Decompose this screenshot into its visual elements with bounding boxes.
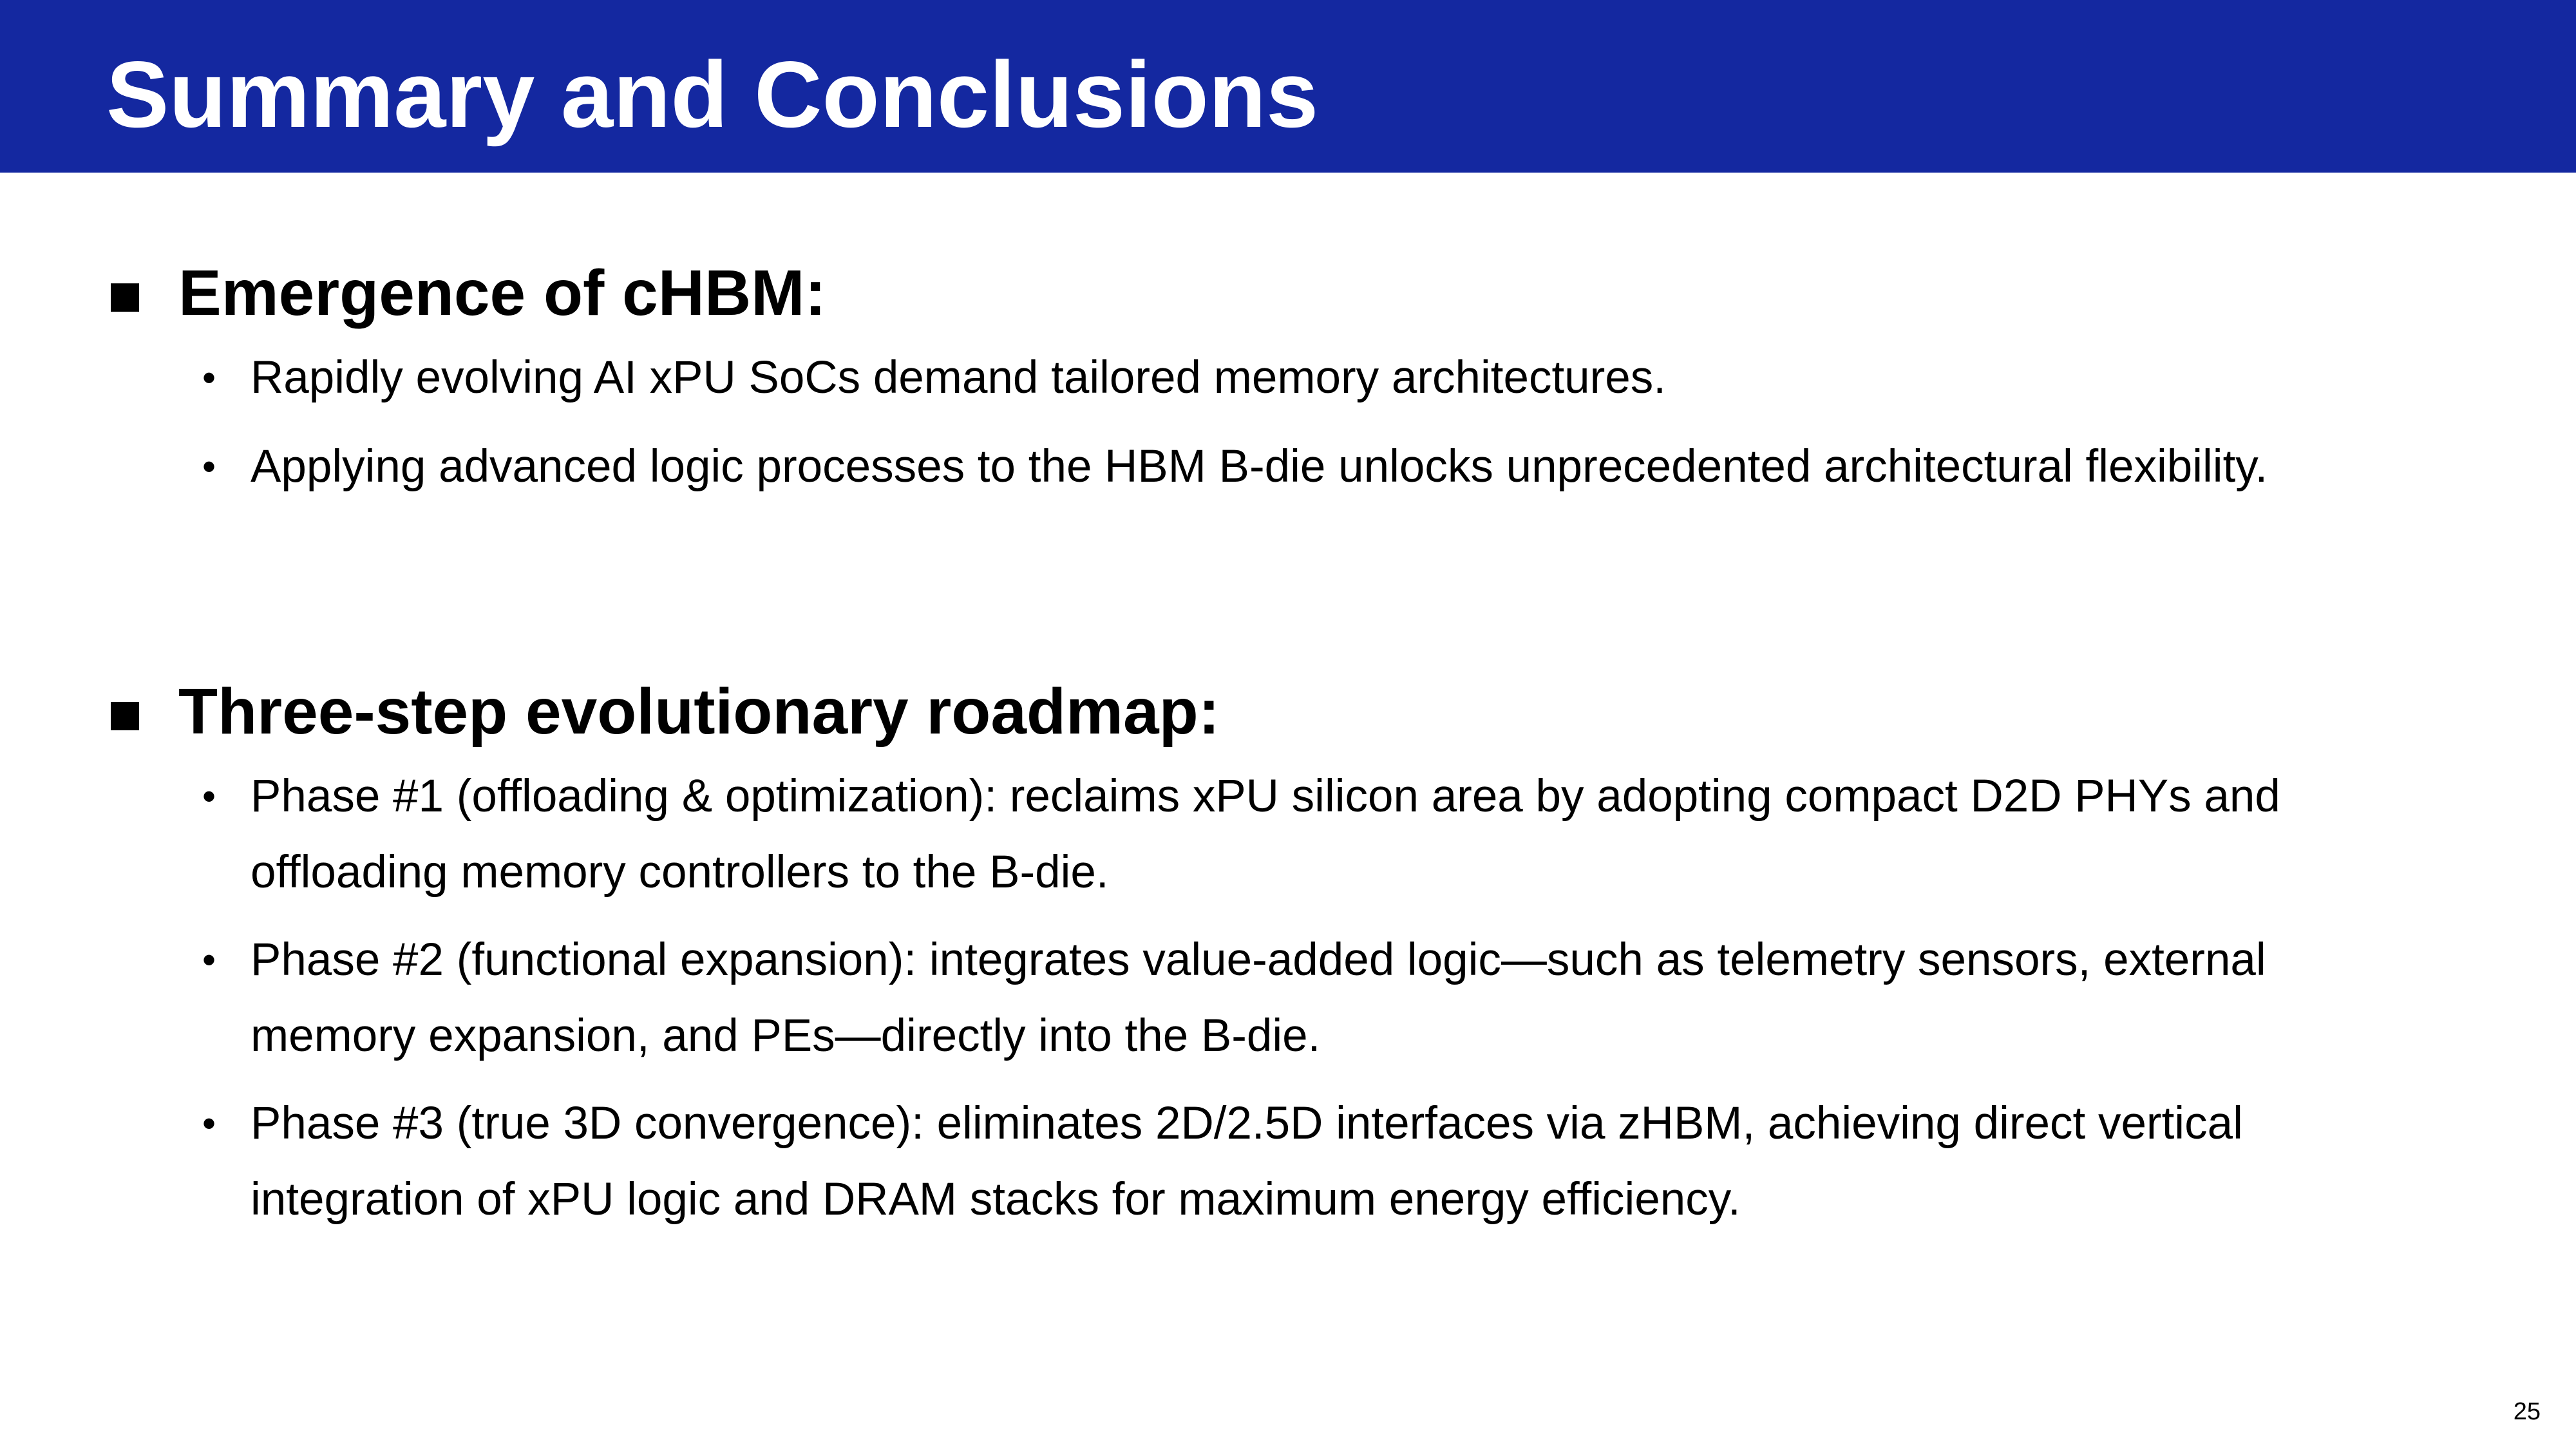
- section-emergence: [0, 251, 2576, 505]
- square-bullet-icon: [111, 283, 139, 312]
- bullet-list: [0, 759, 2576, 1238]
- page-number: 25: [2513, 1398, 2541, 1425]
- bullet-text: Phase #1 (offloading & optimization): reclaims xPU silicon area by adopting compact D2D PHYs and offloading memory controllers to the B-die.: [251, 771, 2280, 898]
- section-roadmap: [0, 670, 2576, 1238]
- bullet-item: [0, 922, 2414, 1074]
- bullet-text: Applying advanced logic processes to the HBM B-die unlocks unprecedented architectural flexibility.: [251, 441, 2268, 492]
- dot-bullet-icon: •: [202, 775, 216, 818]
- section-title: Three-step evolutionary roadmap:: [178, 676, 1220, 748]
- section-title: Emergence of cHBM:: [178, 257, 826, 329]
- bullet-text: Rapidly evolving AI xPU SoCs demand tailored memory architectures.: [251, 352, 1667, 403]
- slide-title: Summary and Conclusions: [106, 42, 1319, 147]
- dot-bullet-icon: •: [202, 1102, 216, 1145]
- dot-bullet-icon: •: [202, 356, 216, 399]
- square-bullet-icon: [111, 702, 139, 730]
- section-heading: [0, 251, 2576, 335]
- dot-bullet-icon: •: [202, 938, 216, 981]
- bullet-text: Phase #3 (true 3D convergence): eliminates 2D/2.5D interfaces via zHBM, achieving direct vertical integration of xPU logic and DRAM stacks for maximum energy efficiency.: [251, 1098, 2243, 1225]
- bullet-text: Phase #2 (functional expansion): integrates value-added logic—such as telemetry sensors, external memory expansion, and PEs—directly into the B-die.: [251, 934, 2266, 1061]
- bullet-item: [0, 340, 2414, 416]
- dot-bullet-icon: •: [202, 445, 216, 488]
- bullet-item: [0, 429, 2414, 505]
- bullet-item: [0, 1086, 2414, 1238]
- bullet-list: [0, 340, 2576, 505]
- section-heading: [0, 670, 2576, 753]
- title-bar: [0, 0, 2576, 173]
- bullet-item: [0, 759, 2414, 911]
